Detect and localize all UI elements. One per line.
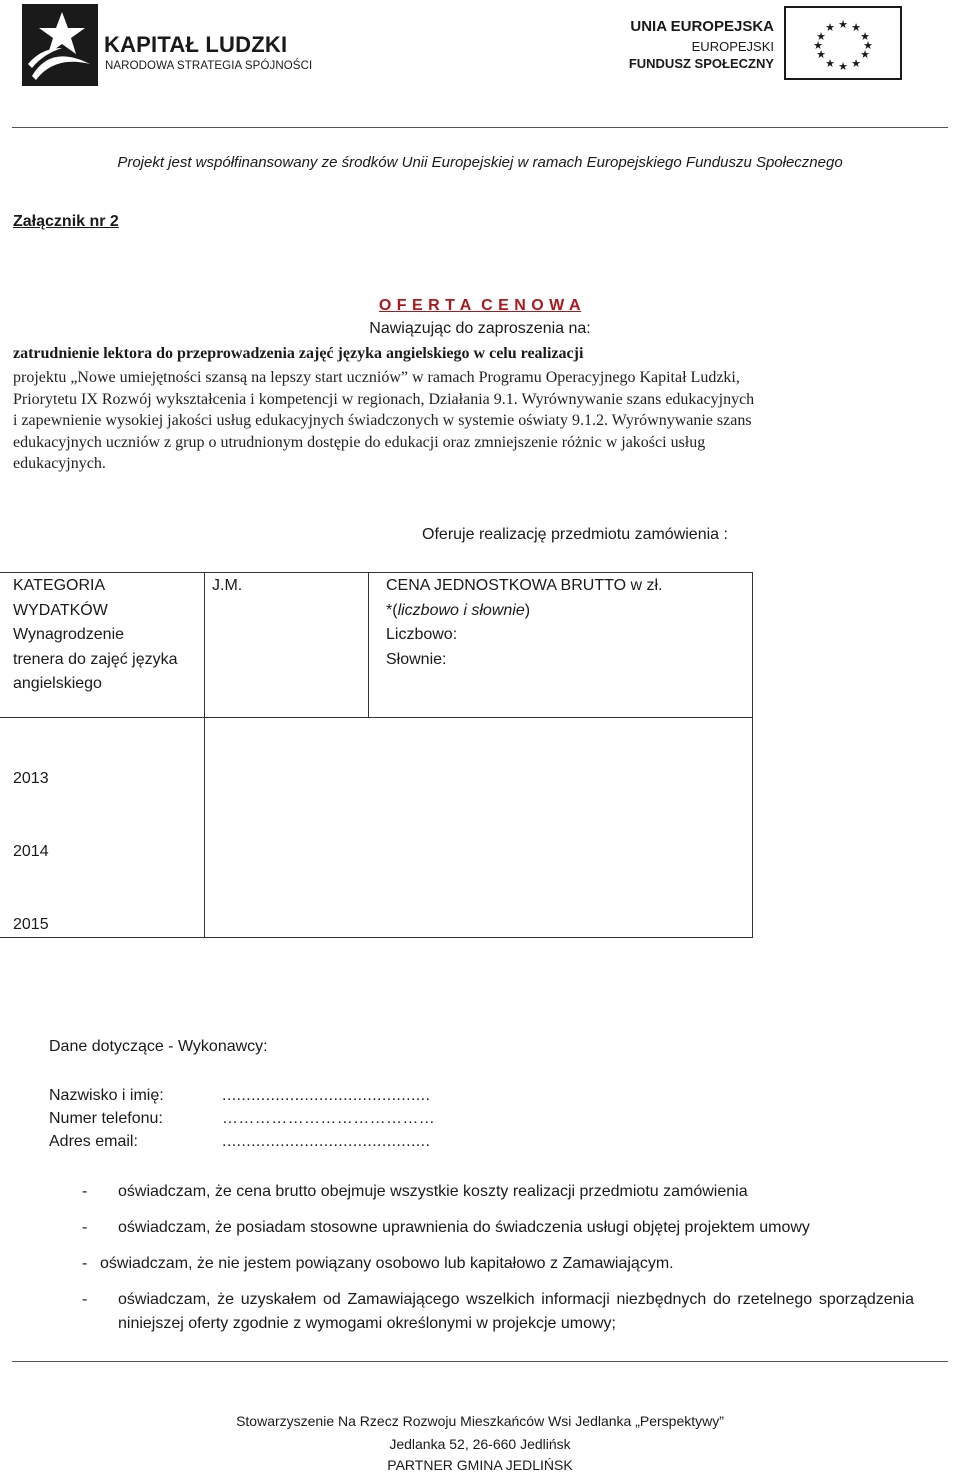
- svg-text:★: ★: [863, 39, 873, 52]
- description-line: edukacyjnych uczniów z grup o utrudnionym dostępie do edukacji oraz zmniejszenie różnic w jakości usług: [13, 433, 706, 451]
- footer-divider: [12, 1361, 948, 1362]
- year-2014-label: 2014: [13, 843, 49, 860]
- svg-text:★: ★: [838, 60, 848, 73]
- cofinancing-note: Projekt jest współfinansowany ze środków Unii Europejskiej w ramach Europejskiego Funduszu Społecznego: [117, 154, 843, 171]
- description-line: projektu „Nowe umiejętności szansą na lepszy start uczniów” w ramach Programu Operacyjnego Kapitał Ludzki,: [13, 369, 740, 386]
- annex-label: Załącznik nr 2: [13, 213, 119, 230]
- svg-text:★: ★: [851, 57, 861, 70]
- table-column-divider: [368, 572, 369, 717]
- phone-field[interactable]: …………………………………: [222, 1110, 436, 1127]
- svg-text:★: ★: [860, 48, 870, 61]
- unit-price-header-note: *(liczbowo i słownie): [386, 601, 531, 619]
- svg-text:★: ★: [825, 21, 835, 34]
- declaration-dash: -: [82, 1219, 88, 1236]
- kapital-ludzki-emblem-icon: [22, 4, 98, 86]
- reference-line: Nawiązując do zaproszenia na:: [369, 320, 591, 337]
- table-divider: [0, 717, 753, 718]
- phone-field-label: Numer telefonu:: [49, 1110, 163, 1127]
- category-header-line: trenera do zajęć języka: [13, 650, 178, 668]
- offer-title: O F E R T A C E N O W A: [378, 297, 582, 314]
- svg-text:★: ★: [838, 18, 848, 31]
- header-divider: [12, 127, 948, 128]
- contractor-heading: Dane dotyczące - Wykonawcy:: [49, 1038, 268, 1055]
- price-table: [0, 572, 753, 938]
- declaration-text: oświadczam, że posiadam stosowne uprawnienia do świadczenia usługi objętej projektem umowy: [118, 1219, 810, 1236]
- footer-address: Jedlanka 52, 26-660 Jedlińsk: [389, 1436, 571, 1452]
- numeric-amount-label: Liczbowo:: [386, 626, 458, 643]
- words-amount-label: Słownie:: [386, 650, 447, 668]
- declaration-item: [82, 1288, 914, 1336]
- unit-price-header-cell: [386, 574, 662, 672]
- declaration-item: [82, 1252, 914, 1276]
- unit-header-cell: J.M.: [212, 577, 243, 594]
- table-border-right: [752, 572, 753, 937]
- kapital-ludzki-logo: [22, 4, 312, 86]
- category-header-cell: [13, 574, 178, 697]
- svg-text:★: ★: [813, 39, 823, 52]
- declaration-text: oświadczam, że uzyskałem od Zamawiającego wszelkich informacji niezbędnych do rzetelnego sporządzenia niniejszej oferty zgodnie z wymogami określonymi w projekcje umowy;: [118, 1291, 914, 1332]
- description-line: Priorytetu IX Rozwój wykształcenia i kompetencji w regionach, Działania 9.1. Wyrównywanie szans edukacyjnych: [13, 390, 755, 408]
- offers-line: Oferuje realizację przedmiotu zamówienia :: [422, 526, 728, 543]
- declaration-text: oświadczam, że cena brutto obejmuje wszystkie koszty realizacji przedmiotu zamówienia: [118, 1183, 748, 1200]
- kapital-ludzki-subtitle: NARODOWA STRATEGIA SPÓJNOŚCI: [105, 60, 313, 72]
- name-field[interactable]: ...........................................: [222, 1087, 431, 1104]
- table-border-top: [0, 572, 753, 573]
- declaration-item: [82, 1180, 914, 1204]
- name-field-label: Nazwisko i imię:: [49, 1087, 164, 1104]
- footer-partner: PARTNER GMINA JEDLIŃSK: [387, 1457, 573, 1473]
- declaration-item: [82, 1216, 914, 1240]
- category-header-line: KATEGORIA: [13, 577, 106, 594]
- email-field[interactable]: ...........................................: [222, 1133, 431, 1150]
- unit-price-header-line: CENA JEDNOSTKOWA BRUTTO w zł.: [386, 577, 663, 594]
- svg-text:★: ★: [860, 30, 870, 43]
- offer-subject: zatrudnienie lektora do przeprowadzenia zajęć języka angielskiego w celu realizacji: [13, 345, 584, 362]
- description-line: edukacyjnych.: [13, 455, 106, 472]
- eu-flag-icon: [784, 6, 902, 80]
- project-description: [13, 367, 948, 475]
- year-2013-label: 2013: [13, 770, 49, 787]
- svg-text:★: ★: [816, 30, 826, 43]
- year-2015-label: 2015: [13, 916, 49, 933]
- eu-logo-line3: FUNDUSZ SPOŁECZNY: [628, 56, 774, 71]
- table-column-divider: [204, 572, 205, 937]
- footer-organization: Stowarzyszenie Na Rzecz Rozwoju Mieszkańców Wsi Jedlanka „Perspektywy”: [236, 1413, 724, 1429]
- category-header-line: angielskiego: [13, 675, 102, 692]
- kapital-ludzki-title: KAPITAŁ LUDZKI: [104, 32, 288, 57]
- svg-text:★: ★: [816, 48, 826, 61]
- declaration-dash: -: [82, 1183, 88, 1200]
- eu-logo: [628, 6, 902, 82]
- declaration-dash: -: [82, 1255, 88, 1272]
- category-header-line: WYDATKÓW: [13, 601, 108, 619]
- svg-text:★: ★: [851, 21, 861, 34]
- declaration-dash: -: [82, 1291, 88, 1308]
- category-header-line: Wynagrodzenie: [13, 626, 125, 643]
- eu-logo-line2: EUROPEJSKI: [691, 39, 774, 54]
- description-line: i zapewnienie wysokiej jakości usług edukacyjnych świadczonych w systemie oświaty 9.1.2. Wyrównywanie szans: [13, 412, 752, 429]
- svg-text:★: ★: [825, 57, 835, 70]
- email-field-label: Adres email:: [49, 1133, 138, 1150]
- declaration-text: oświadczam, że nie jestem powiązany osobowo lub kapitałowo z Zamawiającym.: [100, 1255, 674, 1272]
- table-border-bottom: [0, 937, 753, 938]
- eu-logo-line1: UNIA EUROPEJSKA: [630, 18, 774, 35]
